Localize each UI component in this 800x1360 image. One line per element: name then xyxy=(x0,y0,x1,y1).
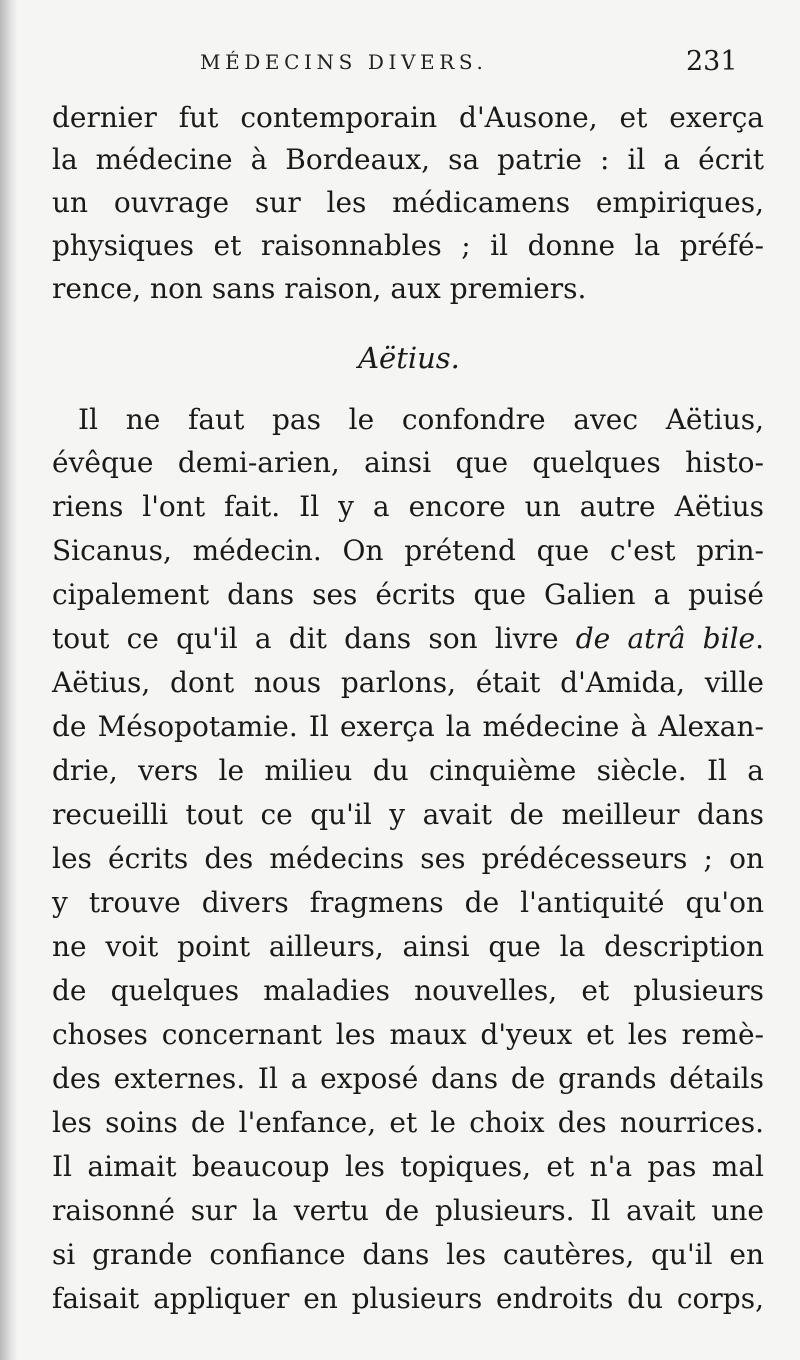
text-line: si grande confiance dans les cautères, qu'il en xyxy=(52,1238,764,1271)
text-line: choses concernant les maux d'yeux et les remè- xyxy=(52,1018,764,1051)
text-line: raisonné sur la vertu de plusieurs. Il avait une xyxy=(52,1194,764,1227)
text-line: drie, vers le milieu du cinquième siècle. Il a xyxy=(52,754,764,787)
text-line: faisait appliquer en plusieurs endroits du corps, xyxy=(52,1282,764,1315)
text-line: de quelques maladies nouvelles, et plusieurs xyxy=(52,974,764,1007)
text-line: rence, non sans raison, aux premiers. xyxy=(52,272,587,305)
running-head xyxy=(18,46,800,80)
text-line: Il ne faut pas le confondre avec Aëtius, xyxy=(78,403,764,436)
text-line: des externes. Il a exposé dans de grands détails xyxy=(52,1062,764,1095)
book-page xyxy=(18,0,800,1360)
text-line: cipalement dans ses écrits que Galien a puisé xyxy=(52,578,764,611)
scan-edge xyxy=(0,0,18,1360)
text-segment: tout ce qu'il a dit dans son livre xyxy=(52,622,576,655)
text-line: évêque demi-arien, ainsi que quelques histo- xyxy=(52,446,764,479)
book-title: de atrâ bile xyxy=(575,622,756,655)
text-line: riens l'ont fait. Il y a encore un autre Aëtius xyxy=(52,490,764,523)
page-number: 231 xyxy=(686,46,738,77)
text-line: de Mésopotamie. Il exerça la médecine à Alexan- xyxy=(52,710,764,743)
text-line-with-title xyxy=(52,619,764,659)
section-heading: Aëtius. xyxy=(358,341,460,375)
text-line: y trouve divers fragmens de l'antiquité qu'on xyxy=(52,886,764,919)
text-line: un ouvrage sur les médicamens empiriques, xyxy=(52,186,764,219)
text-line: les soins de l'enfance, et le choix des nourrices. xyxy=(52,1106,764,1139)
text-line: la médecine à Bordeaux, sa patrie : il a écrit xyxy=(52,143,764,176)
text-segment: . xyxy=(755,622,764,655)
text-line: Il aimait beaucoup les topiques, et n'a pas mal xyxy=(52,1150,764,1183)
text-line: Aëtius, dont nous parlons, était d'Amida, ville xyxy=(52,666,764,699)
text-line: Sicanus, médecin. On prétend que c'est prin- xyxy=(52,534,764,567)
text-line: ne voit point ailleurs, ainsi que la description xyxy=(52,930,764,963)
running-title: MÉDECINS DIVERS. xyxy=(200,50,488,74)
text-line: physiques et raisonnables ; il donne la préfé- xyxy=(52,229,764,262)
text-line: les écrits des médecins ses prédécesseurs ; on xyxy=(52,842,764,875)
text-line: dernier fut contemporain d'Ausone, et exerça xyxy=(52,101,764,134)
text-line: recueilli tout ce qu'il y avait de meilleur dans xyxy=(52,798,764,831)
